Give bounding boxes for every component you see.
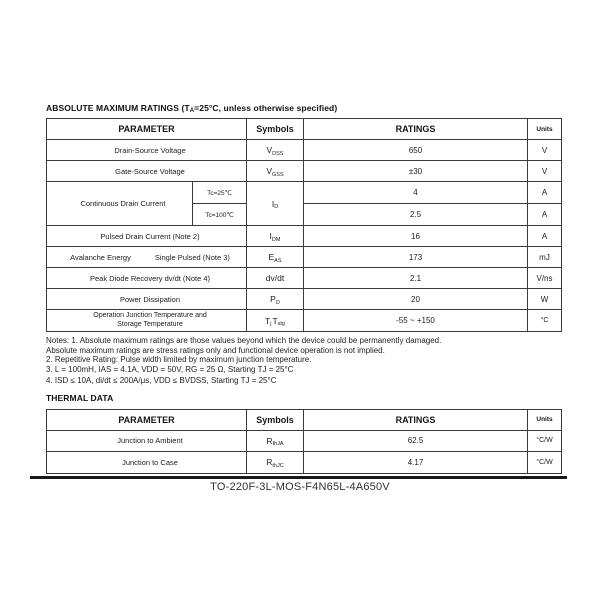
table-row [47, 310, 562, 332]
symbol-subscript: j [270, 321, 272, 327]
symbol-subscript: D [275, 299, 280, 306]
parameter-cell: Power Dissipation [47, 289, 247, 310]
symbol-cell [247, 161, 304, 182]
parameter-cell: Junction to Ambient [47, 430, 247, 451]
symbol-base: dv/dt [265, 273, 285, 283]
unit-cell: mJ [528, 247, 562, 268]
symbol-cell [247, 268, 304, 289]
table-header-row [47, 409, 562, 430]
symbol-base: T [265, 315, 271, 326]
table-row [47, 451, 562, 473]
column-header-parameter: PARAMETER [47, 119, 247, 140]
unit-cell: °C/W [528, 430, 562, 451]
parameter-cell: Drain-Source Voltage [47, 140, 247, 161]
absolute-maximum-ratings-table [46, 118, 562, 332]
symbol-base: E [268, 252, 275, 262]
note-line: 4. ISD ≤ 10A, di/dt ≤ 200A/μs, VDD ≤ BVDSS, Starting TJ = 25°C [46, 376, 277, 385]
parameter-cell [47, 247, 247, 268]
unit-cell: W [528, 289, 562, 310]
thermal-data-title: THERMAL DATA [46, 392, 114, 403]
symbol-base: I [269, 231, 272, 241]
unit-cell: V [528, 161, 562, 182]
unit-cell: °C [528, 310, 562, 332]
table-header-row [47, 119, 562, 140]
parameter-cell: Continuous Drain Current [47, 182, 193, 226]
symbol-base: R [266, 435, 273, 446]
unit-cell: A [528, 182, 562, 204]
symbol-subscript-2: stg [277, 321, 285, 327]
symbol-base: I [271, 198, 275, 209]
symbol-base: V [266, 145, 273, 155]
symbol-base: R [266, 457, 273, 467]
symbol-cell [247, 310, 304, 332]
symbol-subscript: thJA [272, 441, 284, 447]
column-header-units: Units [528, 409, 562, 430]
column-header-units: Units [528, 119, 562, 140]
rating-cell: -55 ~ +150 [304, 310, 528, 332]
symbol-base-2: T [272, 315, 278, 326]
parameter-text: Avalanche Energy [70, 252, 131, 262]
thermal-data-table [46, 409, 562, 474]
rating-cell: 2.1 [304, 268, 528, 289]
title-subscript: A [189, 108, 195, 114]
column-header-parameter: PARAMETER [47, 409, 247, 430]
parameter-cell [47, 310, 247, 332]
table-row [47, 268, 562, 289]
note-line: 2. Repetitive Rating: Pulse width limited by maximum junction temperature. [46, 355, 312, 364]
unit-cell: °C/W [528, 451, 562, 473]
parameter-cell: Gate-Source Voltage [47, 161, 247, 182]
absolute-maximum-ratings-title [46, 103, 562, 113]
title-text-tail: =25°C, unless otherwise specified) [194, 103, 338, 113]
footer-part-number: TO-220F-3L-MOS-F4N65L-4A650V [210, 481, 390, 493]
datasheet-content [46, 103, 562, 474]
unit-cell: A [528, 204, 562, 226]
unit-cell: V/ns [528, 268, 562, 289]
symbol-subscript: DM [271, 236, 281, 243]
rating-cell: 62.5 [304, 430, 528, 451]
symbol-cell [247, 289, 304, 310]
symbol-cell [247, 140, 304, 161]
condition-cell: Tc=25℃ [193, 182, 247, 204]
table-row [47, 140, 562, 161]
title-text: ABSOLUTE MAXIMUM RATINGS (T [46, 103, 190, 113]
table-row [47, 247, 562, 268]
rating-cell: 4 [304, 182, 528, 204]
note-line: Absolute maximum ratings are stress ratings only and functional device operation is not implied. [46, 345, 385, 355]
unit-cell: V [528, 140, 562, 161]
symbol-cell [247, 182, 304, 226]
rating-cell: 650 [304, 140, 528, 161]
column-header-symbols: Symbols [247, 409, 304, 430]
rating-cell: ±30 [304, 161, 528, 182]
symbol-cell [247, 451, 304, 473]
parameter-cell: Pulsed Drain Current (Note 2) [47, 226, 247, 247]
symbol-base: V [266, 166, 273, 176]
table-row [47, 182, 562, 204]
parameter-text-2: Single Pulsed (Note 3) [154, 252, 230, 262]
condition-cell: Tc=100℃ [193, 204, 247, 226]
table-row [47, 430, 562, 451]
rating-cell: 20 [304, 289, 528, 310]
table-row [47, 289, 562, 310]
note-line: Notes: 1. Absolute maximum ratings are those values beyond which the device could be permanently damaged. [46, 336, 442, 345]
symbol-subscript: thJC [272, 462, 284, 469]
symbol-cell [247, 430, 304, 451]
parameter-line-2: Storage Temperature [117, 320, 183, 328]
table-row [47, 226, 562, 247]
symbol-subscript: D [274, 204, 279, 210]
symbol-subscript: DSS [272, 150, 284, 157]
note-line: 3. L = 100mH, IAS = 4.1A, VDD = 50V, RG = 25 Ω, Starting TJ = 25°C [46, 364, 294, 374]
parameter-cell: Peak Diode Recovery dv/dt (Note 4) [47, 268, 247, 289]
symbol-cell [247, 226, 304, 247]
parameter-line-1: Operation Junction Temperature and [93, 312, 207, 319]
symbol-subscript: GSS [272, 171, 284, 178]
footer-divider-line [30, 476, 567, 479]
symbol-cell [247, 247, 304, 268]
column-header-ratings: RATINGS [304, 119, 528, 140]
symbol-base: P [270, 294, 276, 304]
column-header-ratings: RATINGS [304, 409, 528, 430]
rating-cell: 2.5 [304, 204, 528, 226]
rating-cell: 4.17 [304, 451, 528, 473]
parameter-cell: Junction to Case [47, 451, 247, 473]
rating-cell: 16 [304, 226, 528, 247]
unit-cell: A [528, 226, 562, 247]
symbol-subscript: AS [274, 257, 282, 264]
rating-cell: 173 [304, 247, 528, 268]
table-row [47, 161, 562, 182]
notes-block [46, 336, 562, 386]
column-header-symbols: Symbols [247, 119, 304, 140]
